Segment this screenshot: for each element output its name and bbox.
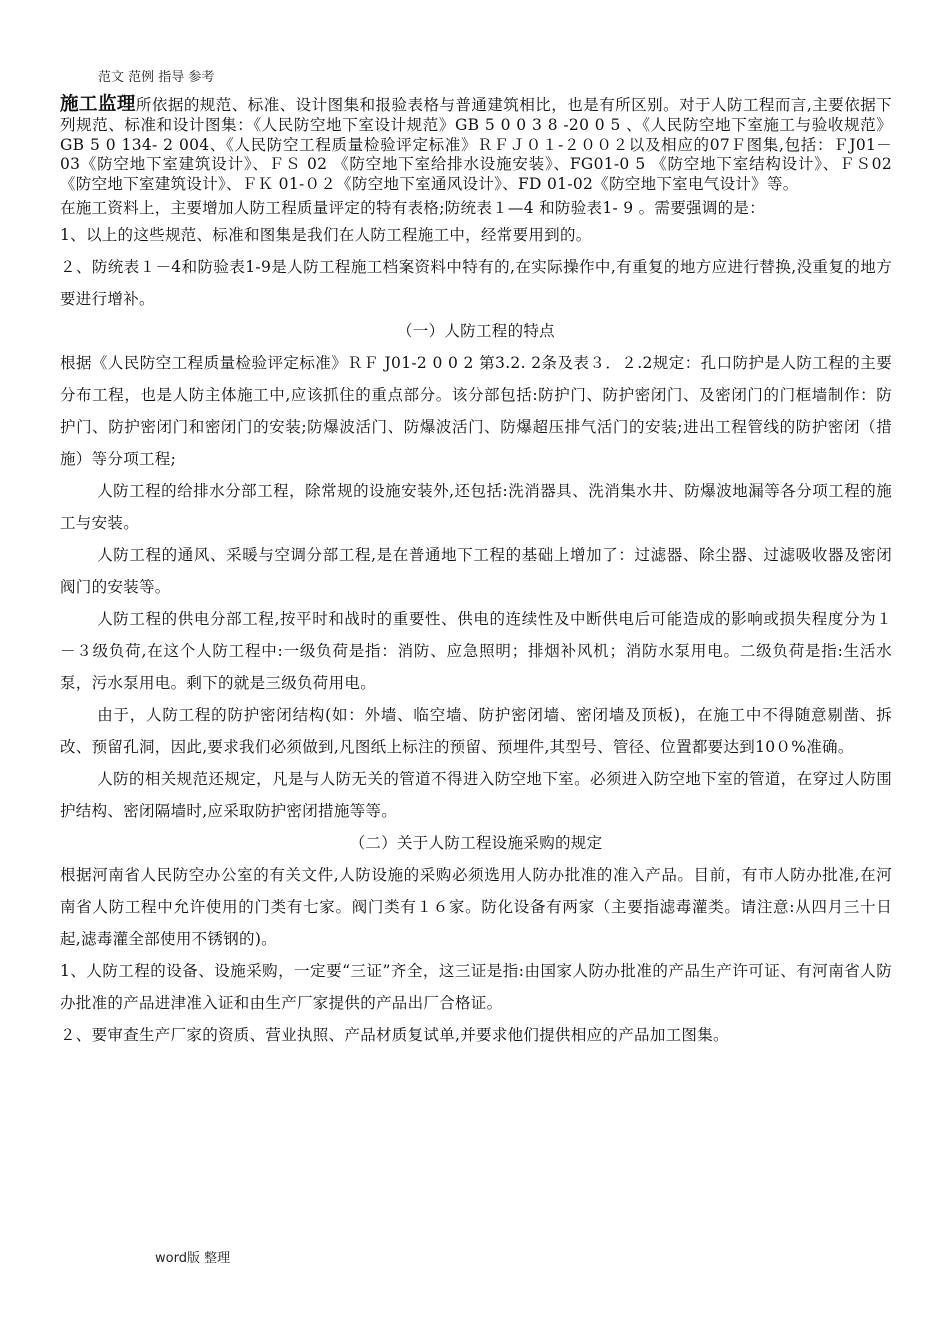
point-2: ２、防统表１－4和防验表1-9是人防工程施工档案资料中特有的,在实际操作中,有重复的地方应进行替换,没重复的地方要进行增补。 xyxy=(60,257,892,308)
intro-lead-heading: 施工监理 xyxy=(60,94,136,115)
section-2-paragraph-3: ２、要审查生产厂家的资质、营业执照、产品材质复试单,并要求他们提供相应的产品加工图集。 xyxy=(60,1025,729,1044)
page-header: 范文 范例 指导 参考 xyxy=(98,70,215,85)
section-1-paragraph-6: 人防的相关规范还规定，凡是与人防无关的管道不得进入防空地下室。必须进入防空地下室的管道，在穿过人防围护结构、密闭隔墙时,应采取防护密闭措施等等。 xyxy=(60,769,892,820)
section-2-paragraph-1: 根据河南省人民防空办公室的有关文件,人防设施的采购必须选用人防办批准的准入产品。目前，有市人防办批准,在河南省人防工程中允许使用的门类有七家。阀门类有１６家。防化设备有两家（主要指滤毒灌类。请注意:从四月三十日起,滤毒灌全部使用不锈钢的)。 xyxy=(60,865,892,948)
section-1-paragraph-2: 人防工程的给排水分部工程，除常规的设施安装外,还包括:洗消器具、洗消集水井、防爆波地漏等各分项工程的施工与安装。 xyxy=(60,481,892,532)
point-1: 1、以上的这些规范、标准和图集是我们在人防工程施工中，经常要用到的。 xyxy=(60,225,592,244)
document-body xyxy=(60,95,892,1051)
materials-paragraph: 在施工资料上，主要增加人防工程质量评定的特有表格;防统表１—4 和防验表1- 9 。需要强调的是： xyxy=(60,198,766,217)
intro-paragraph xyxy=(60,95,892,195)
section-1-paragraph-5: 由于，人防工程的防护密闭结构(如：外墙、临空墙、防护密闭墙、密闭墙及顶板)，在施工中不得随意剔凿、拆改、预留孔洞，因此,要求我们必须做到,凡图纸上标注的预留、预埋件,其型号、管径、位置都要达到10０%准确。 xyxy=(60,705,892,756)
section-1-title: （一）人防工程的特点 xyxy=(396,321,555,340)
intro-text: 所依据的规范、标准、设计图集和报验表格与普通建筑相比，也是有所区别。对于人防工程而言,主要依据下列规范、标准和设计图集：《人民防空地下室设计规范》GB 5 0 0 3 8 -20 0 5 、《人民防空地下室施工与验收规范》GB 5 0 134- 2 004、《人民防空工程质量检验评定标准》ＲＦＪ０１-２００２以及相应的07Ｆ图集,包括：ＦJ01－03《防空地下室建筑设计》、ＦＳ 02 《防空地下室给排水设施安装》、FG01-0 5 《防空地下室结构设计》、ＦＳ02《防空地下室建筑设计》、ＦＫ 01-０２《防空地下室通风设计》、FD 01-02《防空地下室电气设计》等。 xyxy=(60,96,892,194)
section-1-paragraph-4: 人防工程的供电分部工程,按平时和战时的重要性、供电的连续性及中断供电后可能造成的影响或损失程度分为１－３级负荷,在这个人防工程中:一级负荷是指：消防、应急照明；排烟补风机；消防水泵用电。二级负荷是指:生活水泵，污水泵用电。剩下的就是三级负荷用电。 xyxy=(60,609,892,692)
page-footer: word版 整理 xyxy=(155,1251,231,1266)
section-2-paragraph-2: 1、人防工程的设备、设施采购，一定要“三证”齐全，这三证是指:由国家人防办批准的产品生产许可证、有河南省人防办批准的产品进津准入证和由生产厂家提供的产品出厂合格证。 xyxy=(60,961,892,1012)
section-1-paragraph-1: 根据《人民防空工程质量检验评定标准》ＲＦ J01-2 0 0 2 第3.2. 2条及表３．２.2规定：孔口防护是人防工程的主要分布工程，也是人防主体施工中,应该抓住的重点部分。该分部包括:防护门、防护密闭门、及密闭门的门框墙制作：防护门、防护密闭门和密闭门的安装;防爆波活门、防爆波活门、防爆超压排气活门的安装;进出工程管线的防护密闭（措施）等分项工程; xyxy=(60,353,892,468)
section-2-title: （二）关于人防工程设施采购的规定 xyxy=(349,833,603,852)
section-1-paragraph-3: 人防工程的通风、采暖与空调分部工程,是在普通地下工程的基础上增加了：过滤器、除尘器、过滤吸收器及密闭阀门的安装等。 xyxy=(60,545,892,596)
